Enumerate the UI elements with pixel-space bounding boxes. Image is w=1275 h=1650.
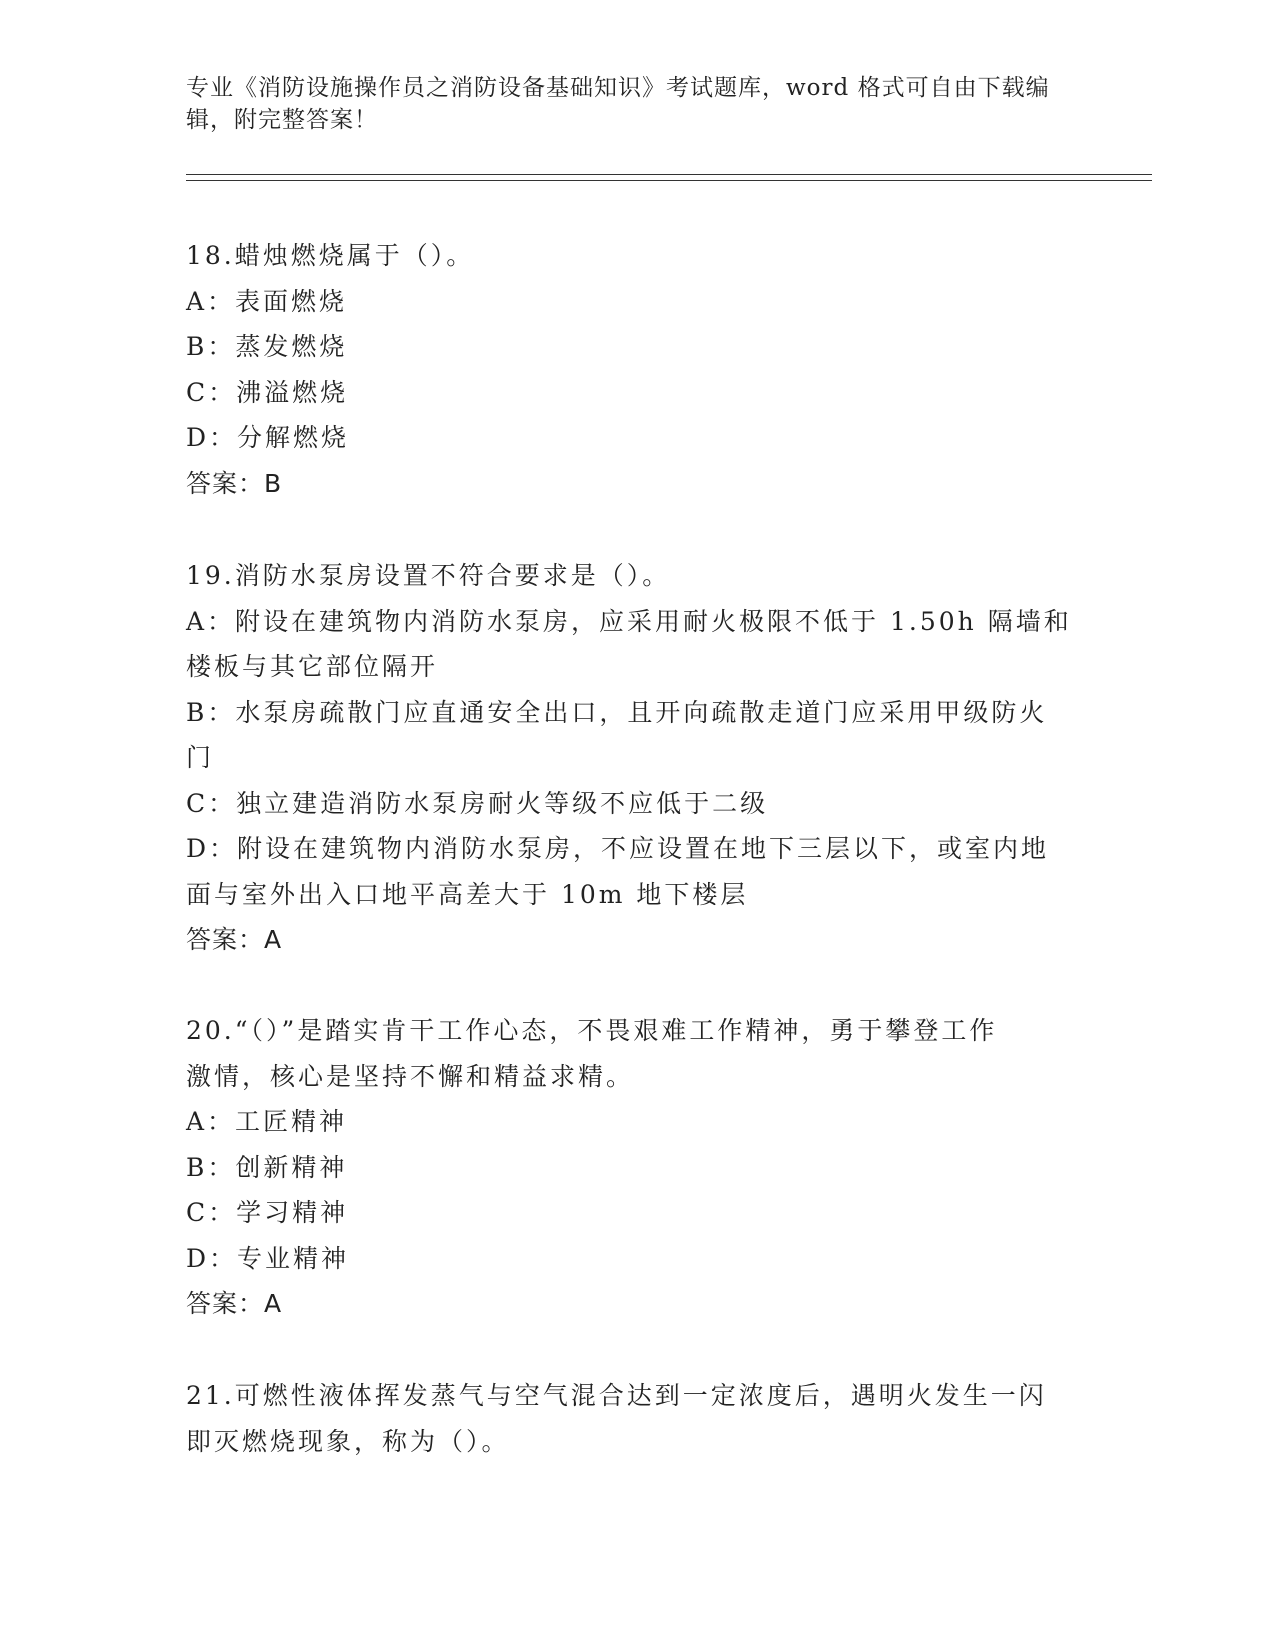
answer-line — [186, 461, 1076, 507]
option-d-line-1: D：附设在建筑物内消防水泵房，不应设置在地下三层以下，或室内地 — [186, 834, 1050, 863]
question-21 — [186, 1373, 1076, 1464]
question-stem-line-1: 20.“（）”是踏实肯干工作心态，不畏艰难工作精神，勇于攀登工作 — [186, 1016, 998, 1045]
header-line-1: 专业《消防设施操作员之消防设备基础知识》考试题库，word 格式可自由下载编 — [186, 75, 1050, 101]
question-20 — [186, 1008, 1076, 1327]
question-stem-line-2: 即灭燃烧现象，称为（）。 — [186, 1426, 510, 1456]
option-d: D：专业精神 — [186, 1243, 350, 1273]
answer-value: A — [264, 1289, 283, 1318]
question-18 — [186, 233, 1076, 506]
question-stem-line-2: 激情，核心是坚持不懈和精益求精。 — [186, 1061, 635, 1091]
question-stem-line-1: 21.可燃性液体挥发蒸气与空气混合达到一定浓度后，遇明火发生一闪 — [186, 1381, 1047, 1410]
answer-value: B — [264, 468, 283, 498]
option-a-line-1: A：附设在建筑物内消防水泵房，应采用耐火极限不低于 1.50h 隔墙和 — [186, 606, 1072, 636]
option-a: A：工匠精神 — [186, 1107, 348, 1136]
header-divider-bottom — [186, 180, 1152, 181]
option-d: D：分解燃烧 — [186, 423, 350, 452]
answer-label: 答案： — [186, 1289, 265, 1318]
question-19 — [186, 553, 1076, 963]
option-c: C：独立建造消防水泵房耐火等级不应低于二级 — [186, 788, 769, 818]
option-c: C：沸溢燃烧 — [186, 377, 349, 407]
answer-value: A — [264, 925, 283, 954]
question-stem: 19.消防水泵房设置不符合要求是（）。 — [186, 561, 671, 590]
document-header — [186, 72, 1066, 136]
question-stem: 18.蜡烛燃烧属于（）。 — [186, 241, 475, 270]
answer-label: 答案： — [186, 468, 265, 498]
answer-line — [186, 917, 1076, 963]
option-a-line-2: 楼板与其它部位隔开 — [186, 652, 439, 681]
header-divider-top — [186, 174, 1152, 175]
option-b-line-1: B：水泵房疏散门应直通安全出口，且开向疏散走道门应采用甲级防火 — [186, 697, 1048, 727]
option-b: B：蒸发燃烧 — [186, 332, 348, 361]
answer-label: 答案： — [186, 925, 265, 954]
header-line-2: 辑，附完整答案！ — [186, 107, 378, 133]
answer-line — [186, 1281, 1076, 1327]
option-a: A：表面燃烧 — [186, 286, 348, 316]
option-b-line-2: 门 — [186, 743, 215, 772]
option-d-line-2: 面与室外出入口地平高差大于 10m 地下楼层 — [186, 879, 749, 909]
option-b: B：创新精神 — [186, 1152, 348, 1182]
option-c: C：学习精神 — [186, 1198, 349, 1227]
